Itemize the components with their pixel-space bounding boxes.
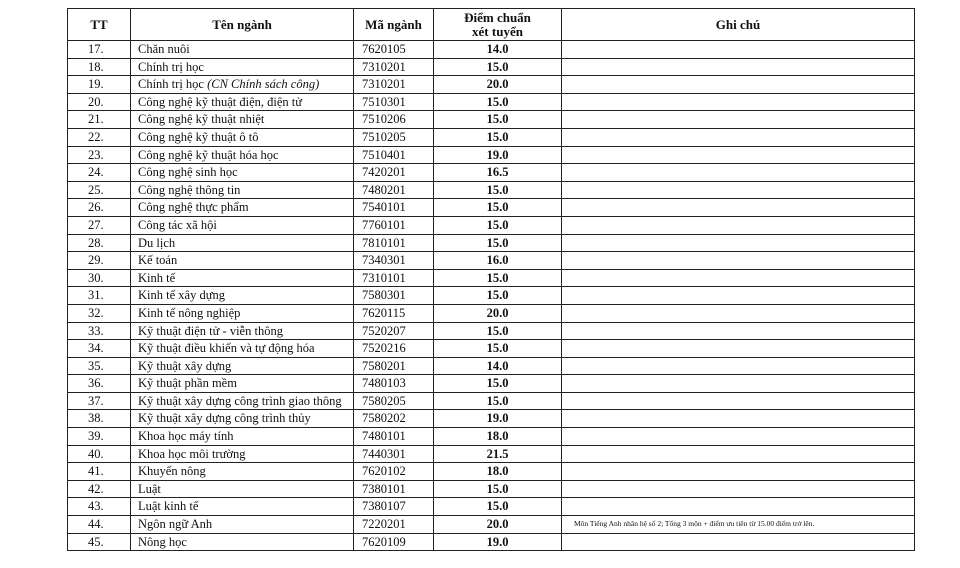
cutoff-score: 15.0 xyxy=(434,392,562,410)
row-number: 27. xyxy=(68,216,131,234)
major-name: Kinh tế nông nghiệp xyxy=(138,305,241,320)
header-major-name: Tên ngành xyxy=(131,9,354,41)
table-row xyxy=(68,93,915,111)
table-row xyxy=(68,269,915,287)
row-number: 29. xyxy=(68,252,131,270)
major-code: 7520207 xyxy=(354,322,434,340)
major-code: 7620109 xyxy=(354,533,434,551)
note-cell xyxy=(562,445,915,463)
major-name-cell xyxy=(131,146,354,164)
major-name-cell xyxy=(131,410,354,428)
table-row xyxy=(68,287,915,305)
major-name: Khoa học máy tính xyxy=(138,429,234,444)
cutoff-score: 16.0 xyxy=(434,252,562,270)
major-name-cell xyxy=(131,128,354,146)
row-number: 45. xyxy=(68,533,131,551)
table-row xyxy=(68,216,915,234)
row-number: 34. xyxy=(68,340,131,358)
cutoff-score: 15.0 xyxy=(434,111,562,129)
table-row xyxy=(68,304,915,322)
row-number: 24. xyxy=(68,164,131,182)
cutoff-score: 19.0 xyxy=(434,146,562,164)
note-cell xyxy=(562,498,915,516)
note-cell xyxy=(562,304,915,322)
major-name: Kế toán xyxy=(138,253,178,268)
table-row xyxy=(68,128,915,146)
major-name-cell xyxy=(131,428,354,446)
major-code: 7420201 xyxy=(354,164,434,182)
row-number: 28. xyxy=(68,234,131,252)
cutoff-score: 15.0 xyxy=(434,128,562,146)
note-cell xyxy=(562,146,915,164)
cutoff-score: 16.5 xyxy=(434,164,562,182)
cutoff-score: 19.0 xyxy=(434,533,562,551)
cutoff-score: 15.0 xyxy=(434,93,562,111)
admission-score-table-page xyxy=(67,8,914,551)
major-name-cell xyxy=(131,533,354,551)
major-code: 7380107 xyxy=(354,498,434,516)
row-number: 41. xyxy=(68,463,131,481)
row-number: 30. xyxy=(68,269,131,287)
major-name-cell xyxy=(131,234,354,252)
header-cutoff-score-line1: Điểm chuẩn xyxy=(464,9,531,25)
note-cell xyxy=(562,428,915,446)
major-code: 7520216 xyxy=(354,340,434,358)
row-number: 23. xyxy=(68,146,131,164)
header-cutoff-score xyxy=(434,9,562,41)
table-row xyxy=(68,58,915,76)
major-name-cell xyxy=(131,216,354,234)
table-row xyxy=(68,375,915,393)
table-row xyxy=(68,340,915,358)
major-name-cell xyxy=(131,287,354,305)
note-cell xyxy=(562,93,915,111)
table-row xyxy=(68,428,915,446)
table-row xyxy=(68,392,915,410)
table-header-row xyxy=(68,9,915,41)
major-name: Công nghệ kỹ thuật hóa học xyxy=(138,147,279,162)
row-number: 31. xyxy=(68,287,131,305)
note-cell xyxy=(562,216,915,234)
major-name: Công nghệ kỹ thuật ô tô xyxy=(138,129,259,144)
major-code: 7510205 xyxy=(354,128,434,146)
major-code: 7510301 xyxy=(354,93,434,111)
table-row xyxy=(68,76,915,94)
major-name-cell xyxy=(131,76,354,94)
major-name-cell xyxy=(131,445,354,463)
table-row xyxy=(68,199,915,217)
table-row xyxy=(68,463,915,481)
major-code: 7580201 xyxy=(354,357,434,375)
major-name: Ngôn ngữ Anh xyxy=(138,517,213,532)
note-cell: Môn Tiếng Anh nhân hệ số 2; Tổng 3 môn + điểm ưu tiên từ 15.00 điểm trở lên. xyxy=(562,516,915,534)
table-row xyxy=(68,480,915,498)
major-name: Kỹ thuật xây dựng xyxy=(138,358,232,373)
note-cell xyxy=(562,392,915,410)
note-cell xyxy=(562,533,915,551)
major-name: Chính trị học xyxy=(138,59,204,74)
cutoff-score: 20.0 xyxy=(434,76,562,94)
major-name: Khuyến nông xyxy=(138,464,206,479)
major-code: 7510206 xyxy=(354,111,434,129)
table-row xyxy=(68,516,915,534)
major-name: Luật kinh tế xyxy=(138,499,199,514)
major-code: 7310101 xyxy=(354,269,434,287)
table-row xyxy=(68,322,915,340)
major-name: Du lịch xyxy=(138,235,176,250)
cutoff-score: 14.0 xyxy=(434,41,562,59)
row-number: 33. xyxy=(68,322,131,340)
major-name-cell xyxy=(131,58,354,76)
cutoff-score: 18.0 xyxy=(434,463,562,481)
table-row xyxy=(68,146,915,164)
major-code: 7580202 xyxy=(354,410,434,428)
cutoff-score: 21.5 xyxy=(434,445,562,463)
major-name-cell xyxy=(131,480,354,498)
major-name: Chăn nuôi xyxy=(138,42,190,56)
note-cell xyxy=(562,164,915,182)
note-cell xyxy=(562,181,915,199)
note-cell xyxy=(562,76,915,94)
row-number: 19. xyxy=(68,76,131,94)
header-major-code: Mã ngành xyxy=(354,9,434,41)
admission-score-table xyxy=(67,8,915,551)
table-row xyxy=(68,445,915,463)
row-number: 42. xyxy=(68,480,131,498)
major-code: 7620115 xyxy=(354,304,434,322)
cutoff-score: 18.0 xyxy=(434,428,562,446)
major-code: 7580205 xyxy=(354,392,434,410)
major-code: 7380101 xyxy=(354,480,434,498)
major-name: Kỹ thuật điều khiển và tự động hóa xyxy=(138,341,315,356)
header-cutoff-score-line2: xét tuyển xyxy=(472,23,523,39)
table-row xyxy=(68,41,915,59)
cutoff-score: 15.0 xyxy=(434,216,562,234)
major-name: Kinh tế xyxy=(138,270,176,285)
major-name: Công nghệ kỹ thuật điện, điện tử xyxy=(138,94,303,109)
major-name: Khoa học môi trường xyxy=(138,446,246,461)
major-code: 7480103 xyxy=(354,375,434,393)
note-cell xyxy=(562,252,915,270)
major-code: 7480201 xyxy=(354,181,434,199)
major-name-cell xyxy=(131,181,354,199)
note-cell xyxy=(562,480,915,498)
major-name-cell xyxy=(131,392,354,410)
table-row xyxy=(68,498,915,516)
cutoff-score: 15.0 xyxy=(434,322,562,340)
major-name-cell xyxy=(131,252,354,270)
table-row xyxy=(68,252,915,270)
row-number: 20. xyxy=(68,93,131,111)
major-name: Công tác xã hội xyxy=(138,217,217,232)
table-row xyxy=(68,357,915,375)
major-name-cell xyxy=(131,93,354,111)
header-tt: TT xyxy=(68,9,131,41)
major-name: Kỹ thuật xây dựng công trình thủy xyxy=(138,411,311,426)
major-name: Nông học xyxy=(138,534,187,549)
note-cell xyxy=(562,269,915,287)
cutoff-score: 15.0 xyxy=(434,480,562,498)
table-row xyxy=(68,533,915,551)
major-name-cell xyxy=(131,516,354,534)
note-cell xyxy=(562,111,915,129)
major-name: Kỹ thuật phần mềm xyxy=(138,376,237,391)
note-cell xyxy=(562,287,915,305)
row-number: 26. xyxy=(68,199,131,217)
major-name-cell xyxy=(131,111,354,129)
major-code: 7310201 xyxy=(354,76,434,94)
cutoff-score: 15.0 xyxy=(434,58,562,76)
cutoff-score: 19.0 xyxy=(434,410,562,428)
note-cell xyxy=(562,234,915,252)
row-number: 32. xyxy=(68,304,131,322)
note-cell xyxy=(562,357,915,375)
note-cell xyxy=(562,199,915,217)
row-number: 22. xyxy=(68,128,131,146)
major-code: 7810101 xyxy=(354,234,434,252)
major-name: Công nghệ kỹ thuật nhiệt xyxy=(138,112,265,127)
row-number: 17. xyxy=(68,41,131,59)
major-name: Công nghệ sinh học xyxy=(138,165,238,180)
row-number: 37. xyxy=(68,392,131,410)
major-name-cell xyxy=(131,357,354,375)
major-name: Công nghệ thực phẩm xyxy=(138,200,249,215)
table-row xyxy=(68,410,915,428)
row-number: 18. xyxy=(68,58,131,76)
major-code: 7540101 xyxy=(354,199,434,217)
cutoff-score: 15.0 xyxy=(434,340,562,358)
major-code: 7620105 xyxy=(354,41,434,59)
note-cell xyxy=(562,322,915,340)
major-name-cell xyxy=(131,164,354,182)
major-name: Kỹ thuật xây dựng công trình giao thông xyxy=(138,393,342,408)
table-row xyxy=(68,164,915,182)
major-name-cell xyxy=(131,340,354,358)
major-code: 7310201 xyxy=(354,58,434,76)
note-cell xyxy=(562,128,915,146)
cutoff-score: 20.0 xyxy=(434,304,562,322)
major-name-cell xyxy=(131,269,354,287)
cutoff-score: 15.0 xyxy=(434,234,562,252)
row-number: 36. xyxy=(68,375,131,393)
cutoff-score: 15.0 xyxy=(434,287,562,305)
cutoff-score: 14.0 xyxy=(434,357,562,375)
row-number: 44. xyxy=(68,516,131,534)
row-number: 40. xyxy=(68,445,131,463)
row-number: 39. xyxy=(68,428,131,446)
major-name-cell xyxy=(131,322,354,340)
row-number: 38. xyxy=(68,410,131,428)
cutoff-score: 20.0 xyxy=(434,516,562,534)
major-name: Kỹ thuật điện tử - viễn thông xyxy=(138,323,283,338)
major-name-cell xyxy=(131,41,354,59)
header-note: Ghi chú xyxy=(562,9,915,41)
major-name-cell xyxy=(131,199,354,217)
major-name: Luật xyxy=(138,481,161,496)
note-cell xyxy=(562,41,915,59)
note-cell xyxy=(562,375,915,393)
table-row xyxy=(68,181,915,199)
table-body xyxy=(68,41,915,551)
major-name: Công nghệ thông tin xyxy=(138,182,241,197)
table-row xyxy=(68,234,915,252)
major-code: 7340301 xyxy=(354,252,434,270)
major-code: 7220201 xyxy=(354,516,434,534)
row-number: 25. xyxy=(68,181,131,199)
major-code: 7480101 xyxy=(354,428,434,446)
major-code: 7510401 xyxy=(354,146,434,164)
row-number: 35. xyxy=(68,357,131,375)
major-name: Chính trị học xyxy=(138,77,208,92)
row-number: 43. xyxy=(68,498,131,516)
table-row xyxy=(68,111,915,129)
major-code: 7760101 xyxy=(354,216,434,234)
note-cell xyxy=(562,58,915,76)
major-code: 7620102 xyxy=(354,463,434,481)
note-cell xyxy=(562,410,915,428)
cutoff-score: 15.0 xyxy=(434,199,562,217)
cutoff-score: 15.0 xyxy=(434,181,562,199)
major-name-suffix: (CN Chính sách công) xyxy=(207,77,320,92)
cutoff-score: 15.0 xyxy=(434,498,562,516)
note-cell xyxy=(562,340,915,358)
major-name-cell xyxy=(131,498,354,516)
cutoff-score: 15.0 xyxy=(434,375,562,393)
major-name: Kinh tế xây dựng xyxy=(138,288,225,303)
major-name-cell xyxy=(131,375,354,393)
major-code: 7580301 xyxy=(354,287,434,305)
cutoff-score: 15.0 xyxy=(434,269,562,287)
major-name-cell xyxy=(131,463,354,481)
major-name-cell xyxy=(131,304,354,322)
note-cell xyxy=(562,463,915,481)
row-number: 21. xyxy=(68,111,131,129)
major-code: 7440301 xyxy=(354,445,434,463)
